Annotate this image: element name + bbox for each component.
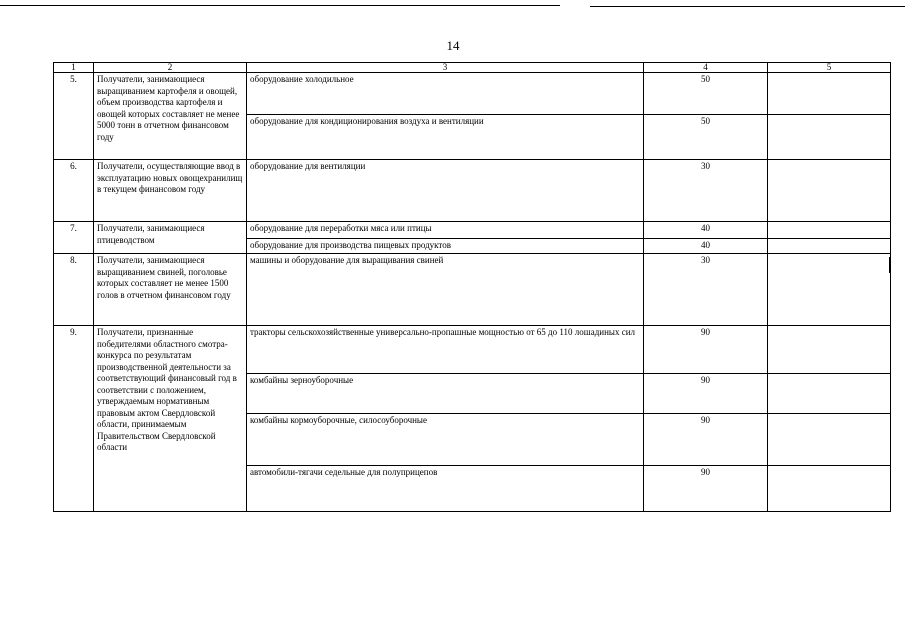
equipment-cell: оборудование холодильное <box>247 73 644 115</box>
equipment-cell: оборудование для переработки мяса или птицы <box>247 222 644 239</box>
header-col-3: 3 <box>247 63 644 73</box>
header-col-2: 2 <box>94 63 247 73</box>
recipient-cell: Получатели, занимающиеся выращиванием картофеля и овощей, объем производства картофеля и овощей которых составляет не менее 5000 тонн в отчетном финансовом году <box>94 73 247 160</box>
header-row <box>54 63 891 73</box>
header-col-4: 4 <box>644 63 768 73</box>
recipient-cell: Получатели, занимающиеся птицеводством <box>94 222 247 254</box>
percent-cell: 50 <box>644 115 768 160</box>
percent-cell: 90 <box>644 414 768 466</box>
percent-cell: 30 <box>644 254 768 326</box>
percent-cell: 90 <box>644 466 768 512</box>
empty-cell <box>768 115 891 160</box>
subsidy-table <box>53 62 891 512</box>
equipment-cell: комбайны зерноуборочные <box>247 374 644 414</box>
top-border-line <box>0 5 560 6</box>
percent-cell: 50 <box>644 73 768 115</box>
empty-cell <box>768 326 891 374</box>
equipment-cell: комбайны кормоуборочные, силосоуборочные <box>247 414 644 466</box>
recipient-cell: Получатели, осуществляющие ввод в эксплуатацию новых овощехранилищ в текущем финансовом году <box>94 160 247 222</box>
table-row <box>54 73 891 115</box>
empty-cell <box>768 160 891 222</box>
page-number: 14 <box>446 38 460 53</box>
equipment-cell: оборудование для производства пищевых продуктов <box>247 239 644 254</box>
recipient-cell: Получатели, занимающиеся выращиванием свиней, поголовье которых составляет не менее 1500 голов в отчетном финансовом году <box>94 254 247 326</box>
header-col-5: 5 <box>768 63 891 73</box>
empty-cell <box>768 374 891 414</box>
row-number: 5. <box>54 73 94 160</box>
header-col-1: 1 <box>54 63 94 73</box>
table-row <box>54 326 891 374</box>
table-row <box>54 160 891 222</box>
empty-cell <box>768 239 891 254</box>
percent-cell: 90 <box>644 326 768 374</box>
equipment-cell: машины и оборудование для выращивания свиней <box>247 254 644 326</box>
equipment-cell: оборудование для кондиционирования воздуха и вентиляции <box>247 115 644 160</box>
percent-cell: 90 <box>644 374 768 414</box>
equipment-cell: автомобили-тягачи седельные для полуприцепов <box>247 466 644 512</box>
empty-cell <box>768 414 891 466</box>
table-row <box>54 222 891 239</box>
empty-cell <box>768 466 891 512</box>
row-number: 9. <box>54 326 94 512</box>
table-body <box>54 73 891 512</box>
percent-cell: 40 <box>644 222 768 239</box>
empty-cell <box>768 73 891 115</box>
row-number: 6. <box>54 160 94 222</box>
empty-cell <box>768 222 891 239</box>
equipment-cell: тракторы сельскохозяйственные универсально-пропашные мощностью от 65 до 110 лошадиных сил <box>247 326 644 374</box>
recipient-cell: Получатели, признанные победителями областного смотра-конкурса по результатам производственной деятельности за соответствующий финансовый год в соответствии с положением, утверждаемым нормативным правовым актом Свердловской области, принимаемым Правительством Свердловской области <box>94 326 247 512</box>
table-row <box>54 254 891 326</box>
margin-mark <box>889 257 890 273</box>
top-border-line-right <box>590 6 905 7</box>
percent-cell: 30 <box>644 160 768 222</box>
equipment-cell: оборудование для вентиляции <box>247 160 644 222</box>
percent-cell: 40 <box>644 239 768 254</box>
row-number: 8. <box>54 254 94 326</box>
row-number: 7. <box>54 222 94 254</box>
empty-cell <box>768 254 891 326</box>
